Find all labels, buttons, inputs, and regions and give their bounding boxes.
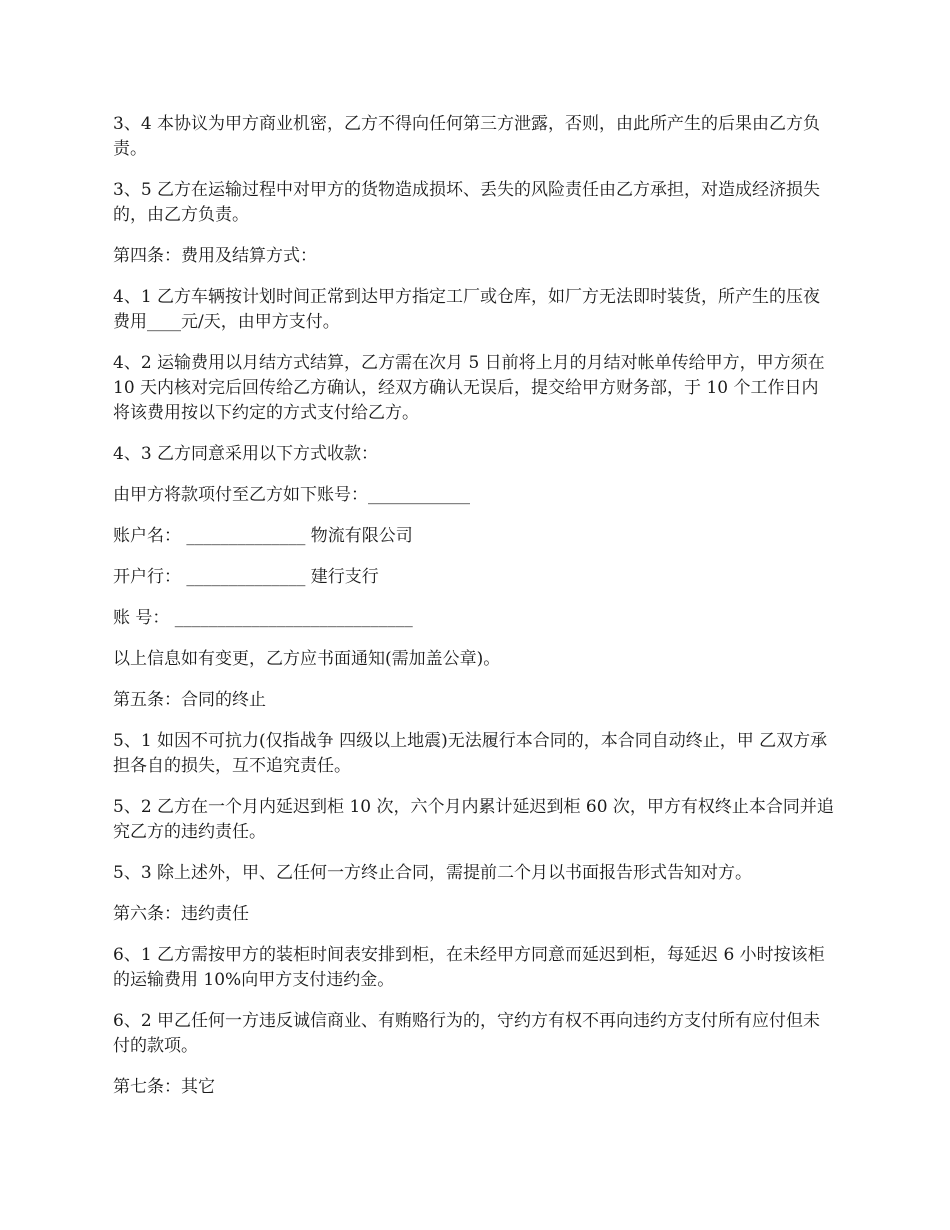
document-body [113, 112, 835, 1116]
payment-account-line: 由甲方将款项付至乙方如下账号：____________ [113, 485, 470, 505]
clause-5-3: 5、3 除上述外，甲、乙任何一方终止合同，需提前二个月以书面报告形式告知对方。 [113, 863, 753, 883]
account-name-line: 账户名： ______________ 物流有限公司 [113, 526, 413, 546]
clause-4-1: 4、1 乙方车辆按计划时间正常到达甲方指定工厂或仓库，如厂方无法即时装货，所产生的压夜费用____元/天，由甲方支付。 [113, 287, 821, 332]
clause-4-3: 4、3 乙方同意采用以下方式收款： [113, 444, 379, 464]
section-heading-article-4: 第四条：费用及结算方式： [113, 246, 317, 266]
clause-5-2: 5、2 乙方在一个月内延迟到柜 10 次，六个月内累计延迟到柜 60 次，甲方有权终止本合同并追究乙方的违约责任。 [113, 797, 834, 842]
account-number-line: 账 号： ____________________________ [113, 608, 413, 628]
clause-3-5: 3、5 乙方在运输过程中对甲方的货物造成损坏、丢失的风险责任由乙方承担，对造成经济损失的，由乙方负责。 [113, 180, 821, 225]
change-notice-line: 以上信息如有变更，乙方应书面通知(需加盖公章)。 [113, 649, 501, 669]
bank-branch-line: 开户行： ______________ 建行支行 [113, 567, 379, 587]
clause-6-1: 6、1 乙方需按甲方的装柜时间表安排到柜，在未经甲方同意而延迟到柜，每延迟 6 小时按该柜的运输费用 10%向甲方支付违约金。 [113, 945, 825, 990]
section-heading-article-5: 第五条：合同的终止 [113, 690, 266, 710]
section-heading-article-7: 第七条：其它 [113, 1077, 215, 1097]
clause-3-4: 3、4 本协议为甲方商业机密，乙方不得向任何第三方泄露，否则，由此所产生的后果由乙方负责。 [113, 114, 821, 159]
clause-6-2: 6、2 甲乙任何一方违反诚信商业、有贿赂行为的，守约方有权不再向违约方支付所有应付但未付的款项。 [113, 1011, 821, 1056]
clause-4-2: 4、2 运输费用以月结方式结算，乙方需在次月 5 日前将上月的月结对帐单传给甲方，甲方须在 10 天内核对完后回传给乙方确认，经双方确认无误后，提交给甲方财务部，于 10 个工作日内将该费用按以下约定的方式支付给乙方。 [113, 353, 825, 423]
clause-5-1: 5、1 如因不可抗力(仅指战争 四级以上地震)无法履行本合同的，本合同自动终止，甲 乙双方承担各自的损失，互不追究责任。 [113, 731, 828, 776]
section-heading-article-6: 第六条：违约责任 [113, 904, 249, 924]
